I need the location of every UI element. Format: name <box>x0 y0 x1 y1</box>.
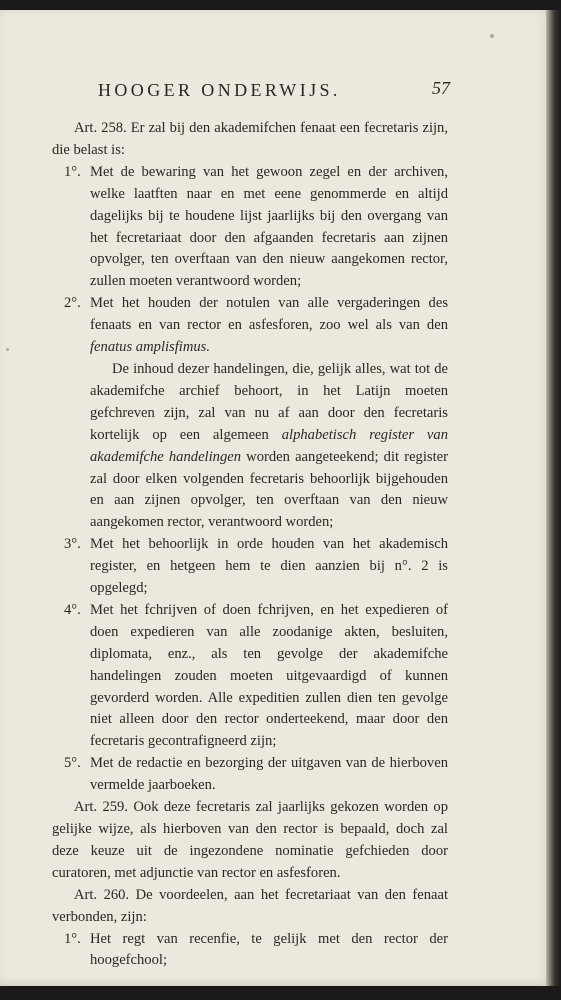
list-item <box>52 753 448 797</box>
item-text: Met het houden der notulen van alle vergaderingen des fenaats en van rector en asfesforen, zoo wel als van den <box>90 295 448 334</box>
body-text <box>52 118 448 972</box>
list-item <box>52 929 448 973</box>
item-continuation <box>52 359 448 534</box>
continuation-text: worden aangeteekend; dit register zal door elken volgenden fecretaris behoorlijk bijgehouden en aan zijnen opvolger, ten overftaan van den nieuw aangekomen rector, verantwoord worden; <box>90 448 448 531</box>
item-text: Met de redactie en bezorging der uitgaven van de hierboven vermelde jaarboeken. <box>90 755 448 794</box>
list-item <box>52 293 448 359</box>
paper-spot <box>490 34 494 38</box>
item-number: 1°. <box>64 930 81 947</box>
item-number: 5°. <box>64 755 81 772</box>
continuation-text: De inhoud dezer handelingen, die, gelijk alles, wat tot de akademifche archief behoort, in het Latijn moeten gefchreven zijn, zal van nu af aan door den fecretaris kortelijk op een algemeen <box>90 360 448 443</box>
list-item <box>52 600 448 753</box>
list-item <box>52 534 448 600</box>
page-edge-shadow <box>546 10 561 986</box>
article-258: Art. 258. Er zal bij den akademifchen fenaat een fecretaris zijn, die belast is: <box>52 120 448 158</box>
item-number: 4°. <box>64 601 81 618</box>
running-title: HOOGER ONDERWIJS. <box>98 80 341 100</box>
item-text-italic: fenatus amplisfimus. <box>90 339 210 356</box>
paper-spot <box>6 348 9 351</box>
page-header <box>98 76 450 110</box>
item-number: 3°. <box>64 536 81 553</box>
item-text: Met het fchrijven of doen fchrijven, en het expedieren of doen expedieren van alle zoodanige akten, besluiten, diplomata, enz., als ten gevolge der akademifche handelingen zouden moeten uitgevaardigd of kunnen gevorderd worden. Alle expeditien zullen dien ten gevolge niet alleen door den rector onderteekend, maar door den fecretaris gecontrafigneerd zijn; <box>90 601 448 750</box>
item-text: Met het behoorlijk in orde houden van het akademisch register, en hetgeen hem te dien aanzien bij n°. 2 is opgelegd; <box>90 536 448 597</box>
item-text: Met de bewaring van het gewoon zegel en der archiven, welke laatften naar en met eene genommerde en altijd dagelijks bij te houdene lijst jaarlijks bij den overgang van het fecretariaat door den afgaanden fecretaris aan zijnen opvolger, ten overftaan van den nieuw aangekomen rector, zullen moeten verantwoord worden; <box>90 163 448 290</box>
item-number: 1°. <box>64 163 81 180</box>
item-text: Het regt van recenfie, te gelijk met den rector der hoogefchool; <box>90 930 448 969</box>
page-number: 57 <box>432 78 450 98</box>
article-259: Art. 259. Ook deze fecretaris zal jaarlijks gekozen worden op gelijke wijze, als hierboven van den rector is bepaald, doch zal deze keuze uit de ingezondene nominatie gefchieden door curatoren, met adjunctie van rector en asfesforen. <box>52 799 448 881</box>
article-260: Art. 260. De voordeelen, aan het fecretariaat van den fenaat verbonden, zijn: <box>52 886 448 925</box>
item-number: 2°. <box>64 295 81 312</box>
list-item <box>52 162 448 293</box>
register-title: alphabetisch register van akademifche handelingen <box>90 426 448 465</box>
